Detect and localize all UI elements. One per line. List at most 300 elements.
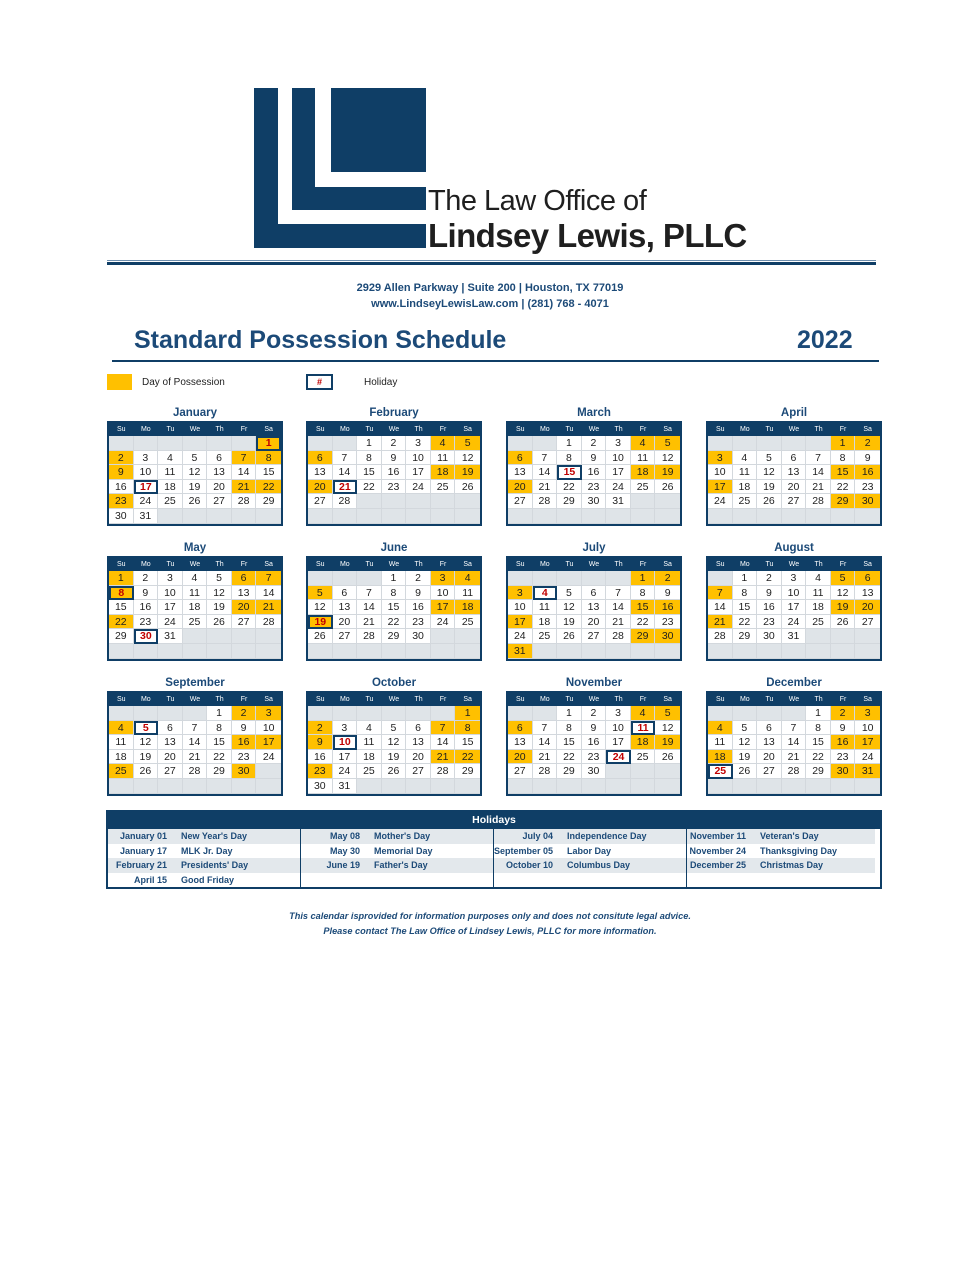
empty-day-cell xyxy=(757,509,782,524)
holiday-date: June 19 xyxy=(326,860,360,870)
day-cell: 5 xyxy=(757,451,782,466)
possession-day-cell: 7 xyxy=(708,586,733,601)
weekday-label: Th xyxy=(806,423,831,436)
day-cell: 23 xyxy=(134,615,159,630)
empty-day-cell xyxy=(733,706,758,721)
empty-day-cell xyxy=(256,629,281,644)
week-row xyxy=(708,644,880,659)
holiday-row xyxy=(494,858,686,873)
day-cell: 24 xyxy=(406,480,431,495)
day-cell: 20 xyxy=(158,750,183,765)
day-cell: 11 xyxy=(708,735,733,750)
day-cell: 2 xyxy=(134,571,159,586)
empty-day-cell xyxy=(757,706,782,721)
week-row xyxy=(508,600,680,615)
empty-day-cell xyxy=(382,644,407,659)
day-cell: 8 xyxy=(806,721,831,736)
empty-day-cell xyxy=(606,571,631,586)
empty-day-cell xyxy=(431,509,456,524)
holiday-day-cell: 19 xyxy=(308,615,333,630)
empty-day-cell xyxy=(256,779,281,794)
weekday-label: Su xyxy=(308,558,333,571)
day-cell: 3 xyxy=(333,721,358,736)
weekday-label: Su xyxy=(708,423,733,436)
empty-day-cell xyxy=(431,629,456,644)
holidays-column xyxy=(687,829,875,887)
holiday-name: Father's Day xyxy=(374,860,428,870)
empty-day-cell xyxy=(855,644,880,659)
day-cell: 24 xyxy=(508,629,533,644)
empty-day-cell xyxy=(757,436,782,451)
weekday-label: We xyxy=(382,558,407,571)
day-cell: 5 xyxy=(733,721,758,736)
day-cell: 21 xyxy=(533,480,558,495)
day-cell: 23 xyxy=(406,615,431,630)
empty-day-cell xyxy=(431,706,456,721)
holiday-day-cell: 21 xyxy=(333,480,358,495)
day-cell: 13 xyxy=(782,465,807,480)
weekday-label: Sa xyxy=(256,423,281,436)
weekday-label: Mo xyxy=(134,423,159,436)
holiday-name: Columbus Day xyxy=(567,860,631,870)
weekday-label: Tu xyxy=(757,558,782,571)
day-cell: 12 xyxy=(308,600,333,615)
day-cell: 17 xyxy=(606,465,631,480)
weekday-label: We xyxy=(183,693,208,706)
weekday-label: Su xyxy=(508,423,533,436)
week-row xyxy=(308,436,480,451)
empty-day-cell xyxy=(533,509,558,524)
day-cell: 2 xyxy=(582,706,607,721)
empty-day-cell xyxy=(109,644,134,659)
month-table xyxy=(107,691,283,796)
day-cell: 8 xyxy=(733,586,758,601)
weekday-label: Su xyxy=(708,558,733,571)
day-cell: 27 xyxy=(232,615,257,630)
day-cell: 27 xyxy=(782,494,807,509)
holiday-date: February 21 xyxy=(115,860,167,870)
empty-day-cell xyxy=(382,706,407,721)
day-cell: 14 xyxy=(256,586,281,601)
week-row xyxy=(109,615,281,630)
day-cell: 8 xyxy=(631,586,656,601)
day-cell: 3 xyxy=(134,451,159,466)
day-cell: 25 xyxy=(158,494,183,509)
possession-day-cell: 21 xyxy=(256,600,281,615)
day-cell: 22 xyxy=(207,750,232,765)
day-cell: 17 xyxy=(782,600,807,615)
holiday-row xyxy=(687,829,875,844)
day-cell: 14 xyxy=(533,465,558,480)
empty-day-cell xyxy=(232,509,257,524)
holiday-row xyxy=(687,873,875,888)
day-cell: 6 xyxy=(406,721,431,736)
possession-day-cell: 6 xyxy=(308,451,333,466)
day-cell: 2 xyxy=(582,436,607,451)
day-cell: 1 xyxy=(733,571,758,586)
day-cell: 12 xyxy=(831,586,856,601)
weekday-label: Th xyxy=(207,558,232,571)
day-cell: 10 xyxy=(508,600,533,615)
day-cell: 6 xyxy=(757,721,782,736)
empty-day-cell xyxy=(406,706,431,721)
empty-day-cell xyxy=(333,706,358,721)
day-cell: 2 xyxy=(382,436,407,451)
weekday-label: Su xyxy=(708,693,733,706)
day-cell: 13 xyxy=(582,600,607,615)
empty-day-cell xyxy=(431,779,456,794)
day-cell: 26 xyxy=(455,480,480,495)
possession-day-cell: 6 xyxy=(508,451,533,466)
empty-day-cell xyxy=(357,644,382,659)
weekday-label: Fr xyxy=(431,693,456,706)
day-cell: 7 xyxy=(782,721,807,736)
possession-day-cell: 29 xyxy=(631,629,656,644)
possession-day-cell: 20 xyxy=(232,600,257,615)
day-cell: 24 xyxy=(134,494,159,509)
day-cell: 29 xyxy=(109,629,134,644)
month-table xyxy=(107,421,283,526)
month-name: January xyxy=(172,407,218,419)
month-name: March xyxy=(577,407,611,419)
weekday-label: Tu xyxy=(557,693,582,706)
day-cell: 9 xyxy=(757,586,782,601)
day-cell: 30 xyxy=(582,764,607,779)
day-cell: 29 xyxy=(806,764,831,779)
holiday-name: New Year's Day xyxy=(181,831,248,841)
possession-day-cell: 15 xyxy=(831,465,856,480)
day-cell: 7 xyxy=(806,451,831,466)
weekday-label: We xyxy=(183,423,208,436)
empty-day-cell xyxy=(655,509,680,524)
month-august xyxy=(706,540,882,661)
day-cell: 26 xyxy=(557,629,582,644)
weekday-label: Th xyxy=(806,558,831,571)
day-cell: 12 xyxy=(733,735,758,750)
day-cell: 20 xyxy=(582,615,607,630)
day-cell: 28 xyxy=(357,629,382,644)
possession-day-cell: 2 xyxy=(655,571,680,586)
day-cell: 23 xyxy=(582,480,607,495)
day-cell: 9 xyxy=(134,586,159,601)
day-cell: 21 xyxy=(606,615,631,630)
weekday-label: Tu xyxy=(357,423,382,436)
holiday-row xyxy=(494,829,686,844)
possession-day-cell: 8 xyxy=(256,451,281,466)
month-name: December xyxy=(766,677,822,689)
month-may xyxy=(107,540,283,661)
day-cell: 10 xyxy=(606,451,631,466)
month-april xyxy=(706,405,882,526)
empty-day-cell xyxy=(109,706,134,721)
empty-day-cell xyxy=(333,509,358,524)
weekday-label: Sa xyxy=(855,558,880,571)
day-cell: 24 xyxy=(333,764,358,779)
possession-day-cell: 7 xyxy=(431,721,456,736)
empty-day-cell xyxy=(708,706,733,721)
empty-day-cell xyxy=(109,779,134,794)
holiday-name: Christmas Day xyxy=(760,860,824,870)
possession-day-cell: 18 xyxy=(631,465,656,480)
day-cell: 13 xyxy=(158,735,183,750)
weekday-label: Th xyxy=(406,558,431,571)
week-row xyxy=(109,750,281,765)
day-cell: 18 xyxy=(183,600,208,615)
day-cell: 20 xyxy=(207,480,232,495)
week-row xyxy=(708,764,880,779)
empty-day-cell xyxy=(557,509,582,524)
weekday-label: We xyxy=(782,423,807,436)
day-cell: 28 xyxy=(533,494,558,509)
month-november xyxy=(506,675,682,796)
day-cell: 28 xyxy=(708,629,733,644)
month-july xyxy=(506,540,682,661)
weekday-label: Mo xyxy=(533,423,558,436)
day-cell: 25 xyxy=(806,615,831,630)
possession-day-cell: 21 xyxy=(708,615,733,630)
day-cell: 24 xyxy=(256,750,281,765)
empty-day-cell xyxy=(831,644,856,659)
holiday-name: Thanksgiving Day xyxy=(760,845,838,856)
day-cell: 17 xyxy=(406,465,431,480)
day-cell: 15 xyxy=(733,600,758,615)
weekday-header xyxy=(109,558,281,571)
empty-day-cell xyxy=(606,764,631,779)
firm-name-line1: The Law Office of xyxy=(428,185,647,217)
day-cell: 15 xyxy=(455,735,480,750)
empty-day-cell xyxy=(708,436,733,451)
day-cell: 26 xyxy=(382,764,407,779)
empty-day-cell xyxy=(855,779,880,794)
day-cell: 30 xyxy=(757,629,782,644)
empty-day-cell xyxy=(733,779,758,794)
possession-day-cell: 4 xyxy=(631,706,656,721)
week-row xyxy=(708,436,880,451)
day-cell: 17 xyxy=(606,735,631,750)
holidays-table xyxy=(106,810,882,889)
day-cell: 13 xyxy=(757,735,782,750)
possession-day-cell: 17 xyxy=(855,735,880,750)
week-row xyxy=(508,586,680,601)
day-cell: 21 xyxy=(782,750,807,765)
possession-day-cell: 30 xyxy=(855,494,880,509)
empty-day-cell xyxy=(183,509,208,524)
empty-day-cell xyxy=(557,779,582,794)
weekday-label: Th xyxy=(406,423,431,436)
holiday-day-cell: 15 xyxy=(557,465,582,480)
possession-day-cell: 22 xyxy=(256,480,281,495)
holiday-row xyxy=(687,844,875,859)
day-cell: 5 xyxy=(183,451,208,466)
week-row xyxy=(109,436,281,451)
empty-day-cell xyxy=(357,509,382,524)
week-row xyxy=(308,465,480,480)
empty-day-cell xyxy=(533,706,558,721)
day-cell: 22 xyxy=(382,615,407,630)
day-cell: 12 xyxy=(455,451,480,466)
day-cell: 4 xyxy=(733,451,758,466)
empty-day-cell xyxy=(431,644,456,659)
empty-day-cell xyxy=(831,509,856,524)
day-cell: 14 xyxy=(806,465,831,480)
day-cell: 28 xyxy=(533,764,558,779)
holiday-day-cell: 17 xyxy=(134,480,159,495)
week-row xyxy=(708,721,880,736)
day-cell: 30 xyxy=(109,509,134,524)
empty-day-cell xyxy=(508,706,533,721)
empty-day-cell xyxy=(708,779,733,794)
week-row xyxy=(308,451,480,466)
day-cell: 23 xyxy=(757,615,782,630)
weekday-label: Mo xyxy=(333,558,358,571)
day-cell: 22 xyxy=(357,480,382,495)
day-cell: 24 xyxy=(431,615,456,630)
empty-day-cell xyxy=(406,644,431,659)
disclaimer-line1: This calendar isprovided for information purposes only and does not consitute legal advice. xyxy=(289,911,691,921)
day-cell: 19 xyxy=(733,750,758,765)
empty-day-cell xyxy=(806,436,831,451)
day-cell: 27 xyxy=(757,764,782,779)
holidays-column xyxy=(108,829,301,887)
month-table xyxy=(706,691,882,796)
month-table xyxy=(706,556,882,661)
possession-day-cell: 6 xyxy=(855,571,880,586)
weekday-label: We xyxy=(582,693,607,706)
possession-day-cell: 20 xyxy=(508,480,533,495)
week-row xyxy=(109,721,281,736)
weekday-label: Th xyxy=(606,423,631,436)
week-row xyxy=(708,779,880,794)
day-cell: 27 xyxy=(308,494,333,509)
empty-day-cell xyxy=(207,779,232,794)
possession-day-cell: 23 xyxy=(109,494,134,509)
weekday-label: Sa xyxy=(655,558,680,571)
empty-day-cell xyxy=(158,706,183,721)
day-cell: 16 xyxy=(382,465,407,480)
possession-day-cell: 29 xyxy=(831,494,856,509)
day-cell: 16 xyxy=(582,735,607,750)
empty-day-cell xyxy=(134,436,159,451)
day-cell: 12 xyxy=(655,451,680,466)
holiday-name: Veteran's Day xyxy=(760,831,819,841)
day-cell: 10 xyxy=(606,721,631,736)
weekday-label: Fr xyxy=(232,423,257,436)
empty-day-cell xyxy=(232,629,257,644)
day-cell: 8 xyxy=(357,451,382,466)
empty-day-cell xyxy=(232,779,257,794)
empty-day-cell xyxy=(158,644,183,659)
day-cell: 29 xyxy=(207,764,232,779)
holiday-day-cell: 8 xyxy=(109,586,134,601)
weekday-label: Sa xyxy=(455,693,480,706)
day-cell: 3 xyxy=(406,436,431,451)
weekday-header xyxy=(308,423,480,436)
week-row xyxy=(109,764,281,779)
day-cell: 25 xyxy=(733,494,758,509)
weekday-header xyxy=(508,558,680,571)
empty-day-cell xyxy=(308,436,333,451)
day-cell: 26 xyxy=(207,615,232,630)
week-row xyxy=(308,494,480,509)
day-cell: 26 xyxy=(655,750,680,765)
day-cell: 9 xyxy=(855,451,880,466)
weekday-label: Fr xyxy=(431,423,456,436)
day-cell: 16 xyxy=(582,465,607,480)
possession-day-cell: 3 xyxy=(855,706,880,721)
day-cell: 26 xyxy=(183,494,208,509)
day-cell: 7 xyxy=(357,586,382,601)
possession-day-cell: 1 xyxy=(109,571,134,586)
empty-day-cell xyxy=(357,494,382,509)
week-row xyxy=(508,779,680,794)
day-cell: 9 xyxy=(406,586,431,601)
week-row xyxy=(109,644,281,659)
empty-day-cell xyxy=(158,779,183,794)
empty-day-cell xyxy=(533,571,558,586)
day-cell: 8 xyxy=(557,451,582,466)
day-cell: 22 xyxy=(831,480,856,495)
day-cell: 22 xyxy=(557,480,582,495)
possession-day-cell: 2 xyxy=(855,436,880,451)
day-cell: 30 xyxy=(406,629,431,644)
day-cell: 26 xyxy=(757,494,782,509)
day-cell: 27 xyxy=(508,764,533,779)
day-cell: 11 xyxy=(631,451,656,466)
empty-day-cell xyxy=(508,779,533,794)
day-cell: 31 xyxy=(782,629,807,644)
day-cell: 13 xyxy=(333,600,358,615)
day-cell: 23 xyxy=(831,750,856,765)
empty-day-cell xyxy=(382,494,407,509)
possession-day-cell: 4 xyxy=(431,436,456,451)
week-row xyxy=(708,600,880,615)
weekday-label: Tu xyxy=(158,558,183,571)
day-cell: 14 xyxy=(183,735,208,750)
day-cell: 24 xyxy=(708,494,733,509)
day-cell: 26 xyxy=(134,764,159,779)
weekday-label: Fr xyxy=(831,693,856,706)
day-cell: 10 xyxy=(855,721,880,736)
holiday-date: November 11 xyxy=(689,831,746,841)
day-cell: 28 xyxy=(782,764,807,779)
day-cell: 17 xyxy=(158,600,183,615)
empty-day-cell xyxy=(631,509,656,524)
week-row xyxy=(109,571,281,586)
weekday-label: Mo xyxy=(733,693,758,706)
empty-day-cell xyxy=(406,779,431,794)
empty-day-cell xyxy=(455,644,480,659)
weekday-label: Fr xyxy=(631,423,656,436)
week-row xyxy=(708,735,880,750)
week-row xyxy=(708,494,880,509)
possession-day-cell: 6 xyxy=(508,721,533,736)
day-cell: 14 xyxy=(533,735,558,750)
day-cell: 4 xyxy=(158,451,183,466)
day-cell: 10 xyxy=(256,721,281,736)
holiday-row xyxy=(108,873,300,888)
empty-day-cell xyxy=(357,779,382,794)
weekday-label: Su xyxy=(109,693,134,706)
day-cell: 1 xyxy=(557,706,582,721)
month-table xyxy=(706,421,882,526)
weekday-header xyxy=(708,423,880,436)
empty-day-cell xyxy=(183,436,208,451)
empty-day-cell xyxy=(207,644,232,659)
weekday-label: Su xyxy=(308,423,333,436)
holiday-row xyxy=(301,844,493,859)
day-cell: 7 xyxy=(183,721,208,736)
day-cell: 8 xyxy=(207,721,232,736)
